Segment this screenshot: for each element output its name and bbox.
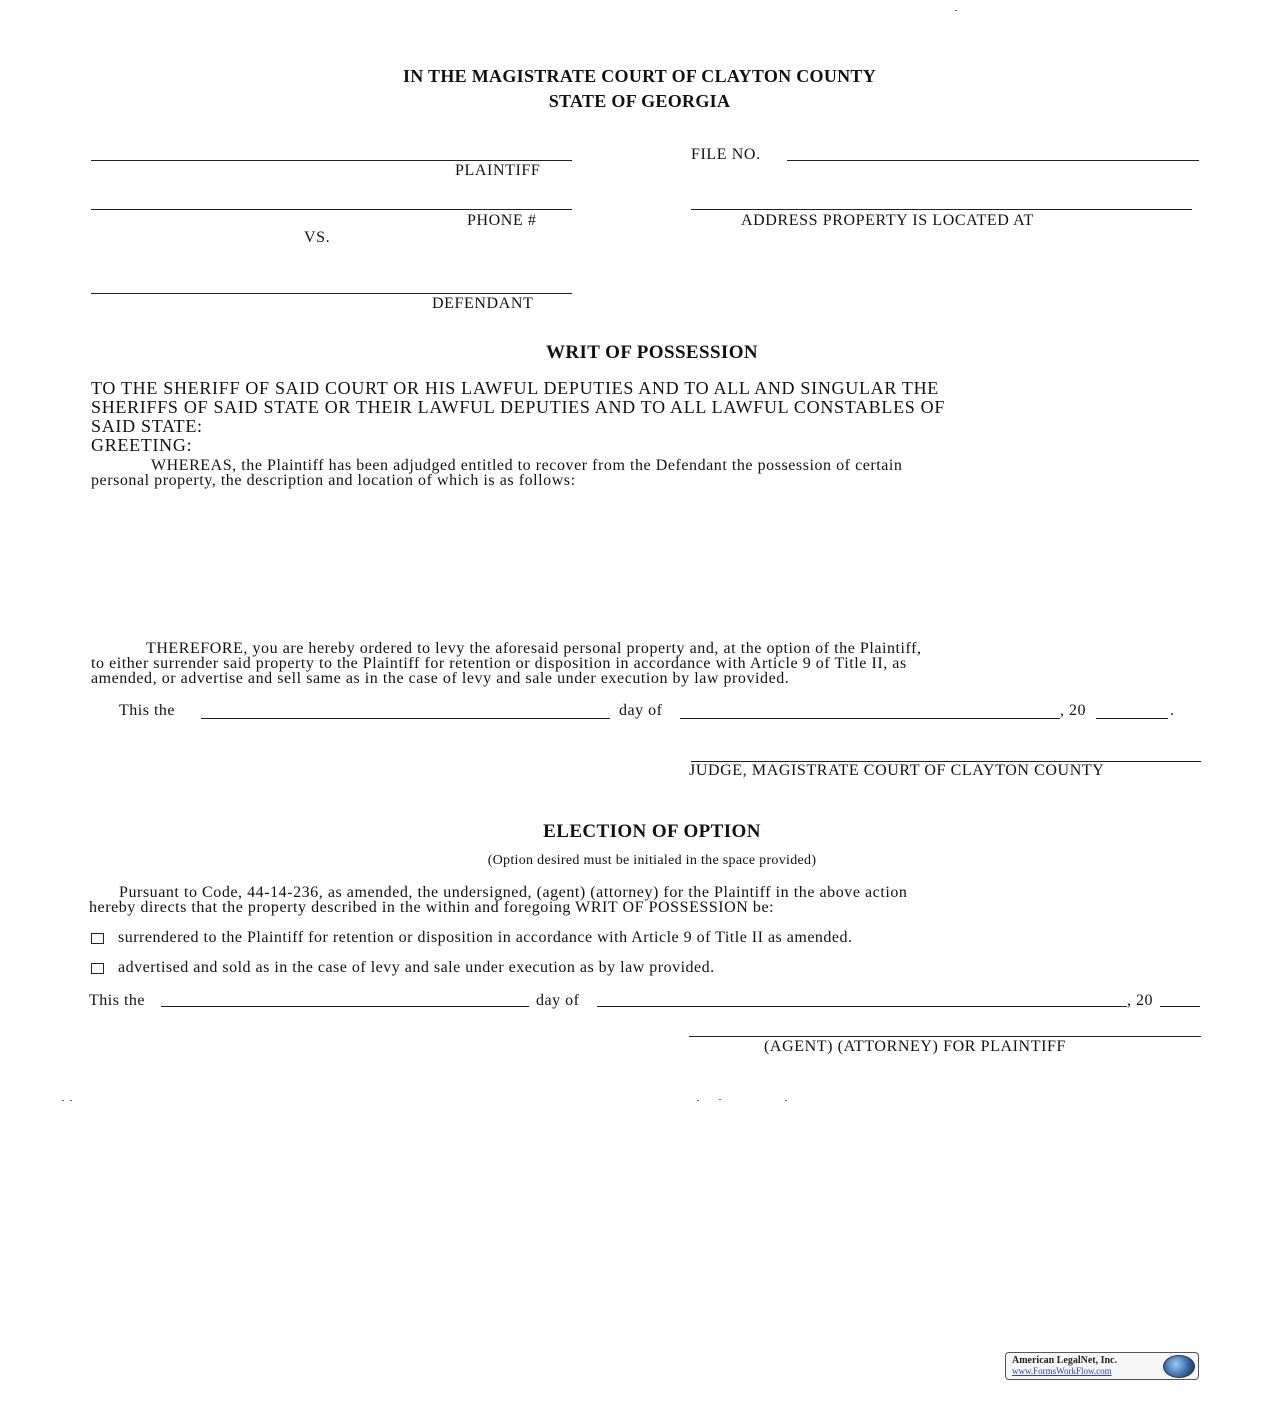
pursuant-line-2: hereby directs that the property described in the within and foregoing WRIT OF POSSESSION be: [89,899,775,916]
option-2-checkbox[interactable] [91,963,104,974]
writ-this-the-label: This the [119,702,175,719]
option-2-text: advertised and sold as in the case of levy and sale under execution as by law provided. [118,959,715,976]
writ-month-line[interactable] [680,718,1060,719]
election-note: (Option desired must be initialed in the space provided) [487,853,817,868]
scan-speck [955,10,957,11]
scan-speck [697,1100,699,1101]
file-no-label: FILE NO. [691,146,761,163]
writ-day-of-label: day of [619,702,663,719]
writ-address-line-1: TO THE SHERIFF OF SAID COURT OR HIS LAWFUL DEPUTIES AND TO ALL AND SINGULAR THE [91,378,940,398]
writ-address-paragraph [91,379,1211,455]
pursuant-paragraph [89,885,1209,915]
plaintiff-label: PLAINTIFF [455,162,541,179]
property-description-area[interactable] [91,500,1201,630]
option-1-text: surrendered to the Plaintiff for retention or disposition in accordance with Article 9 of Title II as amended. [118,929,853,946]
election-year-prefix: , 20 [1127,992,1153,1009]
election-year-line[interactable] [1160,1006,1200,1007]
writ-address-line-2: SHERIFFS OF SAID STATE OR THEIR LAWFUL DEPUTIES AND TO ALL LAWFUL CONSTABLES OF [91,397,946,417]
judge-label: JUDGE, MAGISTRATE COURT OF CLAYTON COUNTY [689,762,1105,779]
agent-signature-line[interactable] [689,1036,1201,1037]
scan-speck [719,1099,721,1100]
election-month-line[interactable] [597,1006,1127,1007]
scan-speck [62,1100,64,1101]
writ-address-line-3: SAID STATE: [91,416,203,436]
whereas-line-2: personal property, the description and location of which is as follows: [91,472,576,489]
greeting: GREETING: [91,435,193,455]
election-this-the-label: This the [89,992,145,1009]
phone-label: PHONE # [467,212,537,229]
file-no-line[interactable] [787,160,1199,161]
phone-line[interactable] [91,209,572,210]
election-title: ELECTION OF OPTION [543,821,761,842]
writ-day-line[interactable] [201,718,610,719]
therefore-paragraph [91,641,1211,686]
state-heading: STATE OF GEORGIA [548,91,731,111]
option-1-checkbox[interactable] [91,933,104,944]
court-heading: IN THE MAGISTRATE COURT OF CLAYTON COUNTY [402,66,877,86]
vs-label: VS. [304,229,331,246]
logo-website-link[interactable]: www.FormsWorkFlow.com [1012,1366,1112,1376]
logo-company: American LegalNet, Inc. [1012,1355,1117,1366]
agent-label: (AGENT) (ATTORNEY) FOR PLAINTIFF [764,1038,1067,1055]
therefore-line-1: THEREFORE, you are hereby ordered to levy the aforesaid personal property and, at the option of the Plaintiff, [146,640,922,657]
writ-year-line[interactable] [1096,718,1168,719]
therefore-line-2: to either surrender said property to the Plaintiff for retention or disposition in accordance with Article 9 of Title II, as [91,655,907,672]
writ-period: . [1170,702,1175,719]
plaintiff-name-line[interactable] [91,160,572,161]
election-day-line[interactable] [161,1006,529,1007]
whereas-paragraph [91,458,1211,488]
address-label: ADDRESS PROPERTY IS LOCATED AT [741,212,1034,229]
address-line[interactable] [691,209,1192,210]
defendant-name-line[interactable] [91,293,572,294]
election-day-of-label: day of [536,992,580,1009]
writ-title: WRIT OF POSSESSION [545,342,759,363]
american-legalnet-logo[interactable] [1005,1352,1199,1380]
defendant-label: DEFENDANT [432,295,534,312]
pursuant-line-1: Pursuant to Code, 44-14-236, as amended, the undersigned, (agent) (attorney) for the Plaintiff in the above action [119,884,908,901]
globe-icon [1163,1355,1195,1378]
writ-year-prefix: , 20 [1060,702,1086,719]
therefore-line-3: amended, or advertise and sell same as in the case of levy and sale under execution by law provided. [91,670,790,687]
scan-speck [70,1100,72,1101]
scan-speck [785,1100,787,1101]
whereas-line-1: WHEREAS, the Plaintiff has been adjudged entitled to recover from the Defendant the possession of certain [151,457,903,474]
